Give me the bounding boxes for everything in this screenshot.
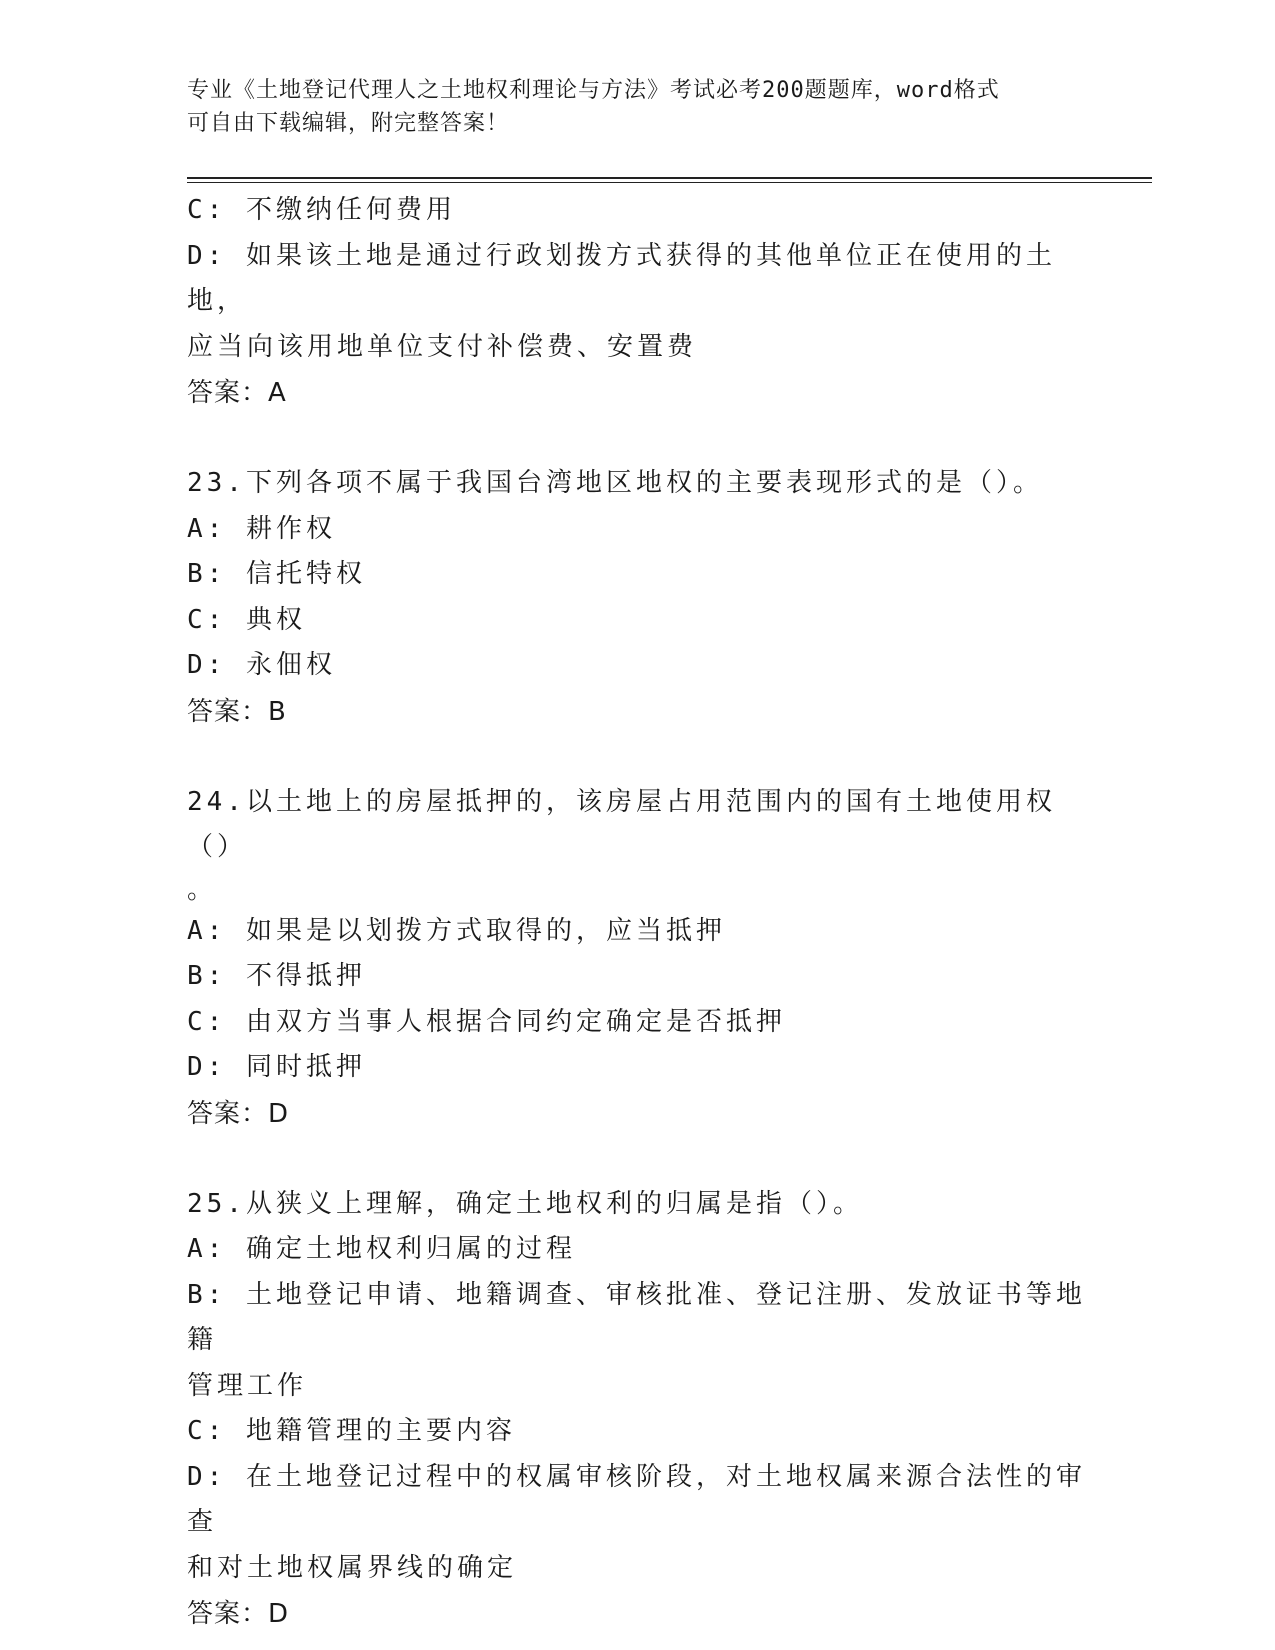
option-d: D: 永佃权 <box>187 650 336 680</box>
option-c: C: 由双方当事人根据合同约定确定是否抵押 <box>187 1006 786 1037</box>
option-c: C: 典权 <box>187 604 306 635</box>
header-rule-thin <box>187 182 1152 183</box>
option-d: D: 同时抵押 <box>187 1052 366 1082</box>
question-stem: 25.从狭义上理解，确定土地权利的归属是指（）。 <box>187 1188 863 1219</box>
header-line-1: 专业《土地登记代理人之土地权利理论与方法》考试必考200题题库，word格式 <box>187 78 1000 103</box>
answer: 答案：D <box>187 1098 290 1129</box>
option-d-line-2: 应当向该用地单位支付补偿费、安置费 <box>187 331 698 362</box>
option-b: B: 信托特权 <box>187 559 366 589</box>
option-b-line-2: 管理工作 <box>187 1370 308 1401</box>
option-b: B: 不得抵押 <box>187 961 366 991</box>
option-a: A: 如果是以划拨方式取得的，应当抵押 <box>187 915 726 946</box>
question-25 <box>187 1182 1087 1638</box>
option-d-line-1: D: 如果该土地是通过行政划拨方式获得的其他单位正在使用的土地， <box>187 240 1056 316</box>
option-a: A: 耕作权 <box>187 513 336 544</box>
option-d-line-2: 和对土地权属界线的确定 <box>187 1552 518 1583</box>
question-stem: 24.以土地上的房屋抵押的，该房屋占用范围内的国有土地使用权（） <box>187 786 1056 862</box>
document-header <box>187 74 1067 140</box>
option-b-line-1: B: 土地登记申请、地籍调查、审核批准、登记注册、发放证书等地籍 <box>187 1279 1086 1355</box>
carryover-question <box>187 188 1087 416</box>
question-23 <box>187 461 1087 735</box>
document-body <box>187 188 1087 1637</box>
option-c: C: 地籍管理的主要内容 <box>187 1416 516 1446</box>
question-24 <box>187 780 1087 1137</box>
answer: 答案：B <box>187 696 287 727</box>
header-line-2: 可自由下载编辑，附完整答案！ <box>187 111 510 136</box>
question-stem-continuation: 。 <box>187 874 214 905</box>
option-d-line-1: D: 在土地登记过程中的权属审核阶段，对土地权属来源合法性的审查 <box>187 1461 1086 1537</box>
question-stem: 23.下列各项不属于我国台湾地区地权的主要表现形式的是（）。 <box>187 468 1043 498</box>
answer: 答案：D <box>187 1599 290 1629</box>
option-c: C: 不缴纳任何费用 <box>187 195 456 225</box>
answer: 答案：A <box>187 378 287 408</box>
header-rule-thick <box>187 177 1152 179</box>
option-a: A: 确定土地权利归属的过程 <box>187 1234 576 1264</box>
